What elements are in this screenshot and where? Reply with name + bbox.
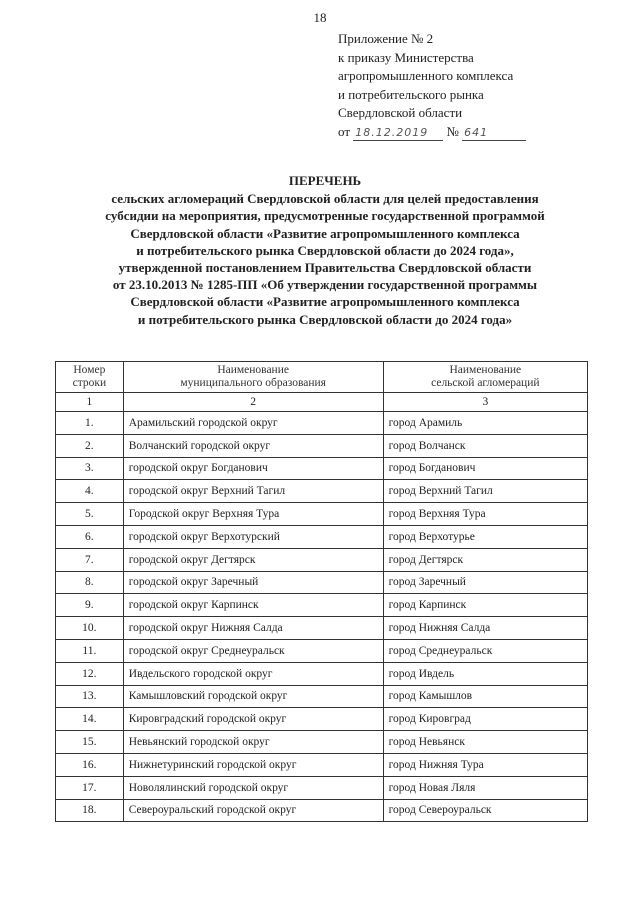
agglomeration-cell: город Среднеуральск	[383, 639, 587, 662]
table-row	[56, 594, 588, 617]
title-line: сельских агломераций Свердловской области для целей предоставления	[111, 191, 539, 207]
municipality-cell: городской округ Нижняя Салда	[123, 617, 383, 640]
document-title	[40, 172, 610, 328]
row-number-cell: 4.	[56, 480, 124, 503]
agglomeration-cell: город Невьянск	[383, 731, 587, 754]
row-number-cell: 12.	[56, 662, 124, 685]
agglomeration-cell: город Нижняя Тура	[383, 753, 587, 776]
row-number-cell: 8.	[56, 571, 124, 594]
appendix-line: к приказу Министерства	[338, 49, 474, 65]
row-number-cell: 16.	[56, 753, 124, 776]
municipality-cell: городской округ Верхотурский	[123, 525, 383, 548]
row-number-cell: 3.	[56, 457, 124, 480]
row-number-cell: 17.	[56, 776, 124, 799]
agglomeration-cell: город Нижняя Салда	[383, 617, 587, 640]
appendix-line: Приложение № 2	[338, 31, 434, 46]
municipality-cell: Волчанский городской округ	[123, 434, 383, 457]
table-row	[56, 731, 588, 754]
municipality-cell: Кировградский городской округ	[123, 708, 383, 731]
municipality-cell: Арамильский городской округ	[123, 412, 383, 435]
municipality-cell: городской округ Богданович	[123, 457, 383, 480]
title-line: Свердловской области «Развитие агропромышленного комплекса	[130, 294, 520, 310]
row-number-cell: 11.	[56, 639, 124, 662]
date-prefix: от	[338, 123, 351, 139]
appendix-line: и потребительского рынка	[338, 86, 484, 102]
table-row	[56, 548, 588, 571]
number-prefix: №	[446, 123, 459, 139]
municipality-cell: Камышловский городской округ	[123, 685, 383, 708]
agglomeration-cell: город Богданович	[383, 457, 587, 480]
municipality-cell: городской округ Среднеуральск	[123, 639, 383, 662]
agglomeration-cell: город Волчанск	[383, 434, 587, 457]
agglomeration-cell: город Ивдель	[383, 662, 587, 685]
municipality-cell: Североуральский городской округ	[123, 799, 383, 822]
title-line: субсидии на мероприятия, предусмотренные государственной программой	[105, 208, 545, 224]
order-date-number-line	[338, 123, 598, 142]
table-row	[56, 503, 588, 526]
header-municipality	[123, 362, 383, 393]
table-row	[56, 685, 588, 708]
title-heading: ПЕРЕЧЕНЬ	[288, 173, 362, 188]
table-row	[56, 776, 588, 799]
agglomeration-cell: город Североуральск	[383, 799, 587, 822]
row-number-cell: 15.	[56, 731, 124, 754]
row-number-cell: 6.	[56, 525, 124, 548]
agglomeration-cell: город Заречный	[383, 571, 587, 594]
title-line: и потребительского рынка Свердловской области до 2024 года»,	[136, 242, 514, 258]
agglomeration-cell: город Новая Ляля	[383, 776, 587, 799]
title-line: Свердловской области «Развитие агропромышленного комплекса	[130, 225, 520, 241]
header-text: сельской агломераций	[431, 377, 540, 389]
page-number: 18	[313, 10, 327, 25]
municipality-cell: городской округ Заречный	[123, 571, 383, 594]
title-line: от 23.10.2013 № 1285-ПП «Об утверждении государственной программы	[112, 277, 538, 293]
header-text: Наименование	[217, 364, 289, 376]
appendix-block	[338, 30, 598, 142]
row-number-cell: 14.	[56, 708, 124, 731]
header-row-number	[56, 362, 124, 393]
table-row	[56, 525, 588, 548]
table-row	[56, 457, 588, 480]
municipality-cell: Ивдельского городской округ	[123, 662, 383, 685]
row-number-cell: 1.	[56, 412, 124, 435]
row-number-cell: 10.	[56, 617, 124, 640]
municipality-cell: Невьянский городской округ	[123, 731, 383, 754]
table-row	[56, 662, 588, 685]
row-number-cell: 2.	[56, 434, 124, 457]
header-agglomeration	[383, 362, 587, 393]
agglomeration-cell: город Верхотурье	[383, 525, 587, 548]
municipality-cell: городской округ Верхний Тагил	[123, 480, 383, 503]
table-row	[56, 434, 588, 457]
header-text: Наименование	[449, 364, 522, 376]
agglomeration-cell: город Дегтярск	[383, 548, 587, 571]
agglomeration-cell: город Карпинск	[383, 594, 587, 617]
appendix-line: Свердловской области	[338, 105, 463, 121]
table-row	[56, 480, 588, 503]
agglomeration-cell: город Верхний Тагил	[383, 480, 587, 503]
title-line: и потребительского рынка Свердловской области до 2024 года»	[137, 311, 513, 327]
title-line: утвержденной постановлением Правительства Свердловской области	[118, 260, 532, 276]
header-text: Номер	[73, 364, 106, 376]
municipality-cell: Новолялинский городской округ	[123, 776, 383, 799]
table-row	[56, 617, 588, 640]
header-text: муниципального образования	[180, 377, 326, 389]
row-number-cell: 7.	[56, 548, 124, 571]
municipality-cell: городской округ Карпинск	[123, 594, 383, 617]
row-number-cell: 18.	[56, 799, 124, 822]
table-row	[56, 571, 588, 594]
column-index: 3	[383, 393, 587, 412]
municipality-cell: городской округ Дегтярск	[123, 548, 383, 571]
table-header-row	[56, 362, 588, 393]
agglomeration-cell: город Верхняя Тура	[383, 503, 587, 526]
handwritten-number: 641	[462, 126, 526, 141]
column-index: 2	[123, 393, 383, 412]
row-number-cell: 13.	[56, 685, 124, 708]
column-index-row	[56, 393, 588, 412]
table-row	[56, 753, 588, 776]
municipality-cell: Городской округ Верхняя Тура	[123, 503, 383, 526]
table-row	[56, 708, 588, 731]
table-row	[56, 412, 588, 435]
table-row	[56, 639, 588, 662]
handwritten-date: 18.12.2019	[353, 126, 443, 141]
row-number-cell: 5.	[56, 503, 124, 526]
appendix-line: агропромышленного комплекса	[338, 68, 514, 84]
agglomeration-table	[55, 361, 588, 822]
agglomeration-cell: город Кировград	[383, 708, 587, 731]
municipality-cell: Нижнетуринский городской округ	[123, 753, 383, 776]
table-row	[56, 799, 588, 822]
agglomeration-cell: город Арамиль	[383, 412, 587, 435]
header-text: строки	[72, 377, 107, 389]
column-index: 1	[56, 393, 124, 412]
row-number-cell: 9.	[56, 594, 124, 617]
agglomeration-cell: город Камышлов	[383, 685, 587, 708]
